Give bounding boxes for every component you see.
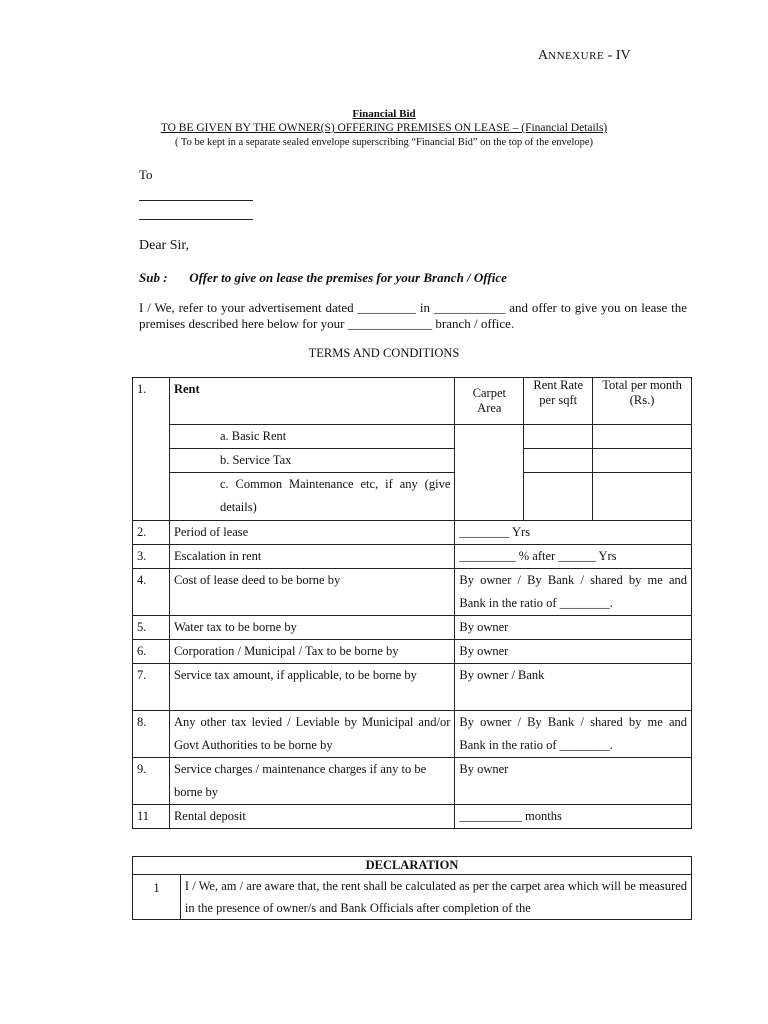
table-row bbox=[133, 449, 692, 473]
total-cell bbox=[593, 449, 692, 473]
row-number: 7. bbox=[133, 664, 170, 711]
row-value: ________ Yrs bbox=[455, 521, 692, 545]
row-item: Escalation in rent bbox=[169, 545, 454, 569]
row-value: By owner bbox=[455, 616, 692, 640]
row-value: By owner / By Bank / shared by me and Bank in the ratio of ________. bbox=[455, 569, 692, 616]
row-value: _________ % after ______ Yrs bbox=[455, 545, 692, 569]
row-value: By owner / By Bank / shared by me and Bank in the ratio of ________. bbox=[455, 711, 692, 758]
row-value: By owner bbox=[455, 640, 692, 664]
rate-cell bbox=[524, 425, 593, 449]
table-row bbox=[133, 664, 692, 711]
row-item: Service charges / maintenance charges if any to be borne by bbox=[169, 758, 454, 805]
declaration-number: 1 bbox=[133, 875, 181, 920]
subject-line bbox=[139, 270, 507, 286]
row-item: Cost of lease deed to be borne by bbox=[169, 569, 454, 616]
row-value: By owner / Bank bbox=[455, 664, 692, 711]
row-item: Corporation / Municipal / Tax to be borne by bbox=[169, 640, 454, 664]
bid-subtitle: TO BE GIVEN BY THE OWNER(S) OFFERING PREMISES ON LEASE – (Financial Details) bbox=[160, 122, 608, 134]
row-number: 2. bbox=[133, 521, 170, 545]
rent-item: c. Common Maintenance etc, if any (give details) bbox=[169, 473, 454, 521]
terms-table bbox=[132, 377, 692, 829]
rate-cell bbox=[524, 449, 593, 473]
col-total: Total per month (Rs.) bbox=[593, 378, 692, 425]
row-item: Rental deposit bbox=[169, 805, 454, 829]
row-item: Service tax amount, if applicable, to be borne by bbox=[169, 664, 454, 711]
envelope-note: ( To be kept in a separate sealed envelope superscribing “Financial Bid” on the top of the envelope) bbox=[174, 137, 594, 148]
rent-label: Rent bbox=[169, 378, 454, 425]
salutation: Dear Sir, bbox=[139, 238, 189, 253]
table-row bbox=[133, 425, 692, 449]
row-number: 9. bbox=[133, 758, 170, 805]
rate-cell bbox=[524, 473, 593, 521]
table-row bbox=[133, 758, 692, 805]
total-cell bbox=[593, 425, 692, 449]
declaration-heading: DECLARATION bbox=[133, 857, 692, 875]
row-number: 5. bbox=[133, 616, 170, 640]
financial-bid-title: Financial Bid bbox=[352, 108, 416, 120]
row-item: Any other tax levied / Leviable by Municipal and/or Govt Authorities to be borne by bbox=[169, 711, 454, 758]
row-number: 3. bbox=[133, 545, 170, 569]
row-value: __________ months bbox=[455, 805, 692, 829]
annexure-label: ANNEXURE - IV bbox=[538, 48, 631, 63]
row-value: By owner bbox=[455, 758, 692, 805]
table-row bbox=[133, 378, 692, 425]
subject-label: Sub : bbox=[139, 270, 168, 285]
carpet-area-cell bbox=[455, 425, 524, 521]
letter-body: I / We, refer to your advertisement dated _________ in ___________ and offer to give you on lease the premises described here below for your _____________ branch / office. bbox=[139, 300, 687, 331]
declaration-text-body: I / We, am / are aware that, the rent shall be calculated as per the carpet area which will be measured in the presence of owner/s and Bank Officials after completion of the bbox=[184, 879, 687, 915]
row-item: Water tax to be borne by bbox=[169, 616, 454, 640]
table-row bbox=[133, 875, 692, 920]
row-number: 11 bbox=[133, 805, 170, 829]
rent-item: a. Basic Rent bbox=[169, 425, 454, 449]
table-row bbox=[133, 473, 692, 521]
total-cell bbox=[593, 473, 692, 521]
table-row bbox=[133, 616, 692, 640]
table-row bbox=[133, 711, 692, 758]
table-row bbox=[133, 857, 692, 875]
row-number: 8. bbox=[133, 711, 170, 758]
row-item: Period of lease bbox=[169, 521, 454, 545]
col-rent-rate: Rent Rate per sqft bbox=[524, 378, 593, 425]
terms-heading: TERMS AND CONDITIONS bbox=[308, 346, 460, 360]
table-row bbox=[133, 805, 692, 829]
declaration-table bbox=[132, 856, 692, 920]
col-carpet-area: Carpet Area bbox=[455, 378, 524, 425]
row-number: 4. bbox=[133, 569, 170, 616]
table-row bbox=[133, 545, 692, 569]
row-number: 6. bbox=[133, 640, 170, 664]
address-blank-line bbox=[139, 200, 253, 201]
declaration-text bbox=[180, 875, 691, 920]
row-number: 1. bbox=[133, 378, 170, 521]
to-label: To bbox=[139, 167, 153, 182]
table-row bbox=[133, 569, 692, 616]
address-blank-line bbox=[139, 219, 253, 220]
table-row bbox=[133, 521, 692, 545]
subject-text: Offer to give on lease the premises for your Branch / Office bbox=[189, 270, 507, 285]
rent-item: b. Service Tax bbox=[169, 449, 454, 473]
table-row bbox=[133, 640, 692, 664]
